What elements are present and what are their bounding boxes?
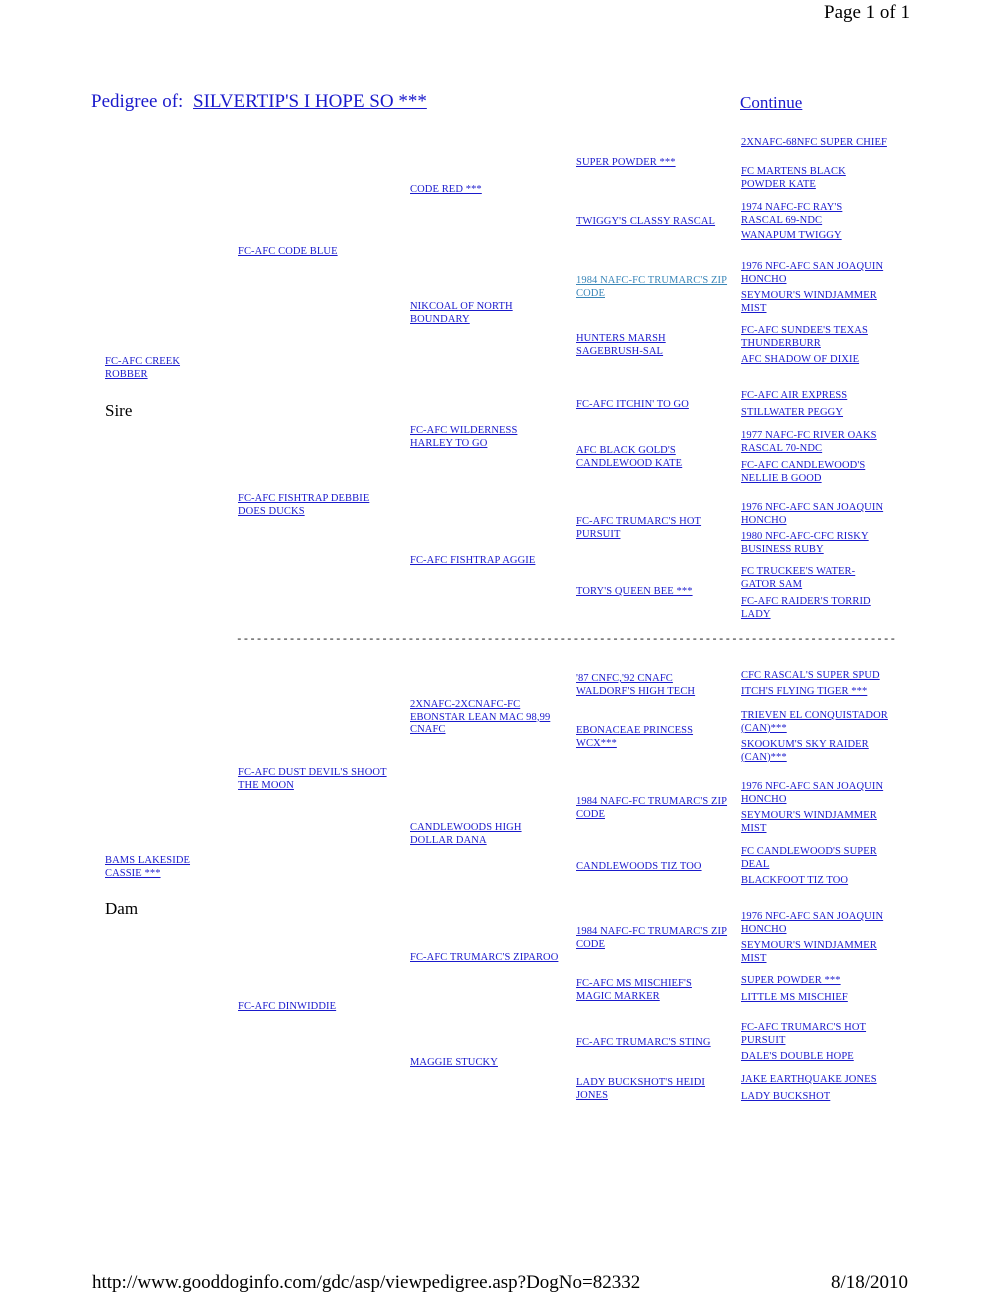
dam-gen5-link[interactable]: SUPER POWDER ***: [741, 975, 841, 986]
dam-gen5-link[interactable]: FC-AFC TRUMARC'S HOT PURSUIT: [741, 1022, 867, 1046]
sire-gen4-link[interactable]: FC-AFC TRUMARC'S HOT PURSUIT: [576, 516, 702, 540]
sire-gen5-link[interactable]: FC-AFC SUNDEE'S TEXAS THUNDERBURR: [741, 325, 868, 349]
sire-gen5-link[interactable]: 1980 NFC-AFC-CFC RISKY BUSINESS RUBY: [741, 531, 869, 555]
sire-gen3-link[interactable]: NIKCOAL OF NORTH BOUNDARY: [410, 301, 513, 325]
dam-gen3-link[interactable]: MAGGIE STUCKY: [410, 1057, 498, 1068]
sire-gen5-link[interactable]: FC-AFC RAIDER'S TORRID LADY: [741, 596, 871, 620]
dam-gen4-link[interactable]: CANDLEWOODS TIZ TOO: [576, 861, 702, 872]
dam-gen5-link[interactable]: BLACKFOOT TIZ TOO: [741, 875, 849, 886]
dam-gen5-link[interactable]: FC CANDLEWOOD'S SUPER DEAL: [741, 846, 877, 870]
sire-gen4-link[interactable]: 1984 NAFC-FC TRUMARC'S ZIP CODE: [576, 275, 728, 299]
dam-label: Dam: [105, 899, 139, 918]
sire-gen5-link[interactable]: STILLWATER PEGGY: [741, 407, 844, 418]
dam-gen5-link[interactable]: 1976 NFC-AFC SAN JOAQUIN HONCHO: [741, 911, 884, 935]
sire-gen4-link[interactable]: TWIGGY'S CLASSY RASCAL: [576, 216, 716, 227]
sire-gen4-link[interactable]: TORY'S QUEEN BEE ***: [576, 586, 693, 597]
dam-gen5-link[interactable]: CFC RASCAL'S SUPER SPUD: [741, 670, 880, 681]
dam-gen5-link[interactable]: TRIEVEN EL CONQUISTADOR (CAN)***: [741, 710, 888, 734]
sire-gen3-link[interactable]: FC-AFC FISHTRAP AGGIE: [410, 555, 536, 566]
dam-gen5-link[interactable]: LITTLE MS MISCHIEF: [741, 992, 848, 1003]
sire-gen5-link[interactable]: 1974 NAFC-FC RAY'S RASCAL 69-NDC: [741, 202, 843, 226]
footer-date: 8/18/2010: [831, 1272, 909, 1293]
page-number: Page 1 of 1: [824, 2, 911, 23]
sire-label: Sire: [105, 401, 133, 420]
sire-gen4-link[interactable]: AFC BLACK GOLD'S CANDLEWOOD KATE: [576, 445, 683, 469]
sire-gen5-link[interactable]: SEYMOUR'S WINDJAMMER MIST: [741, 290, 877, 314]
dam-gen5-link[interactable]: ITCH'S FLYING TIGER ***: [741, 686, 868, 697]
dam-link[interactable]: BAMS LAKESIDE CASSIE ***: [105, 855, 191, 879]
sire-link[interactable]: FC-AFC CREEK ROBBER: [105, 356, 181, 380]
sire-gen3-link[interactable]: CODE RED ***: [410, 184, 482, 195]
sire-gen5-link[interactable]: 1976 NFC-AFC SAN JOAQUIN HONCHO: [741, 261, 884, 285]
dam-gen4-link[interactable]: FC-AFC TRUMARC'S STING: [576, 1037, 711, 1048]
sire-gen5-link[interactable]: 1977 NAFC-FC RIVER OAKS RASCAL 70-NDC: [741, 430, 877, 454]
dam-gen5-link[interactable]: SEYMOUR'S WINDJAMMER MIST: [741, 810, 877, 834]
sire-gen4-link[interactable]: HUNTERS MARSH SAGEBRUSH-SAL: [576, 333, 666, 357]
sire-gen4-link[interactable]: SUPER POWDER ***: [576, 157, 676, 168]
page-title-prefix: Pedigree of:: [91, 91, 184, 112]
dam-gen4-link[interactable]: FC-AFC MS MISCHIEF'S MAGIC MARKER: [576, 978, 692, 1002]
sire-dam-divider: ----------------------------------------------------------------------------------------------------: [236, 634, 897, 646]
dam-gen5-link[interactable]: SKOOKUM'S SKY RAIDER (CAN)***: [741, 739, 869, 763]
dam-gen4-link[interactable]: EBONACEAE PRINCESS WCX***: [576, 725, 694, 749]
sire-gen5-link[interactable]: 1976 NFC-AFC SAN JOAQUIN HONCHO: [741, 502, 884, 526]
dam-gen3-link[interactable]: 2XNAFC-2XCNAFC-FC EBONSTAR LEAN MAC 98,99 CNAFC: [410, 699, 551, 735]
sire-gen2-link[interactable]: FC-AFC FISHTRAP DEBBIE DOES DUCKS: [238, 493, 370, 517]
sire-gen5-link[interactable]: FC MARTENS BLACK POWDER KATE: [741, 166, 846, 190]
dam-gen2-link[interactable]: FC-AFC DUST DEVIL'S SHOOT THE MOON: [238, 767, 387, 791]
dam-gen3-link[interactable]: CANDLEWOODS HIGH DOLLAR DANA: [410, 822, 522, 846]
dam-gen4-link[interactable]: 1984 NAFC-FC TRUMARC'S ZIP CODE: [576, 926, 728, 950]
dam-gen4-link[interactable]: '87 CNFC,'92 CNAFC WALDORF'S HIGH TECH: [576, 673, 696, 697]
dam-gen5-link[interactable]: SEYMOUR'S WINDJAMMER MIST: [741, 940, 877, 964]
sire-gen5-link[interactable]: AFC SHADOW OF DIXIE: [741, 354, 860, 365]
sire-gen5-link[interactable]: WANAPUM TWIGGY: [741, 230, 842, 241]
dam-gen4-link[interactable]: 1984 NAFC-FC TRUMARC'S ZIP CODE: [576, 796, 728, 820]
sire-gen5-link[interactable]: FC TRUCKEE'S WATER-GATOR SAM: [741, 566, 856, 590]
dam-gen2-link[interactable]: FC-AFC DINWIDDIE: [238, 1001, 337, 1012]
sire-gen4-link[interactable]: FC-AFC ITCHIN' TO GO: [576, 399, 689, 410]
sire-gen2-link[interactable]: FC-AFC CODE BLUE: [238, 246, 338, 257]
dam-gen5-link[interactable]: JAKE EARTHQUAKE JONES: [741, 1074, 877, 1085]
continue-link[interactable]: Continue: [740, 93, 803, 112]
sire-gen3-link[interactable]: FC-AFC WILDERNESS HARLEY TO GO: [410, 425, 518, 449]
sire-gen5-link[interactable]: FC-AFC CANDLEWOOD'S NELLIE B GOOD: [741, 460, 866, 484]
footer-url: http://www.gooddoginfo.com/gdc/asp/viewpedigree.asp?DogNo=82332: [92, 1272, 641, 1293]
sire-gen5-link[interactable]: 2XNAFC-68NFC SUPER CHIEF: [741, 137, 887, 148]
dam-gen5-link[interactable]: DALE'S DOUBLE HOPE: [741, 1051, 854, 1062]
dam-gen5-link[interactable]: 1976 NFC-AFC SAN JOAQUIN HONCHO: [741, 781, 884, 805]
dam-gen4-link[interactable]: LADY BUCKSHOT'S HEIDI JONES: [576, 1077, 706, 1101]
sire-gen5-link[interactable]: FC-AFC AIR EXPRESS: [741, 390, 848, 401]
dam-gen5-link[interactable]: LADY BUCKSHOT: [741, 1091, 831, 1102]
dam-gen3-link[interactable]: FC-AFC TRUMARC'S ZIPAROO: [410, 952, 559, 963]
subject-dog-link[interactable]: SILVERTIP'S I HOPE SO ***: [193, 91, 427, 112]
